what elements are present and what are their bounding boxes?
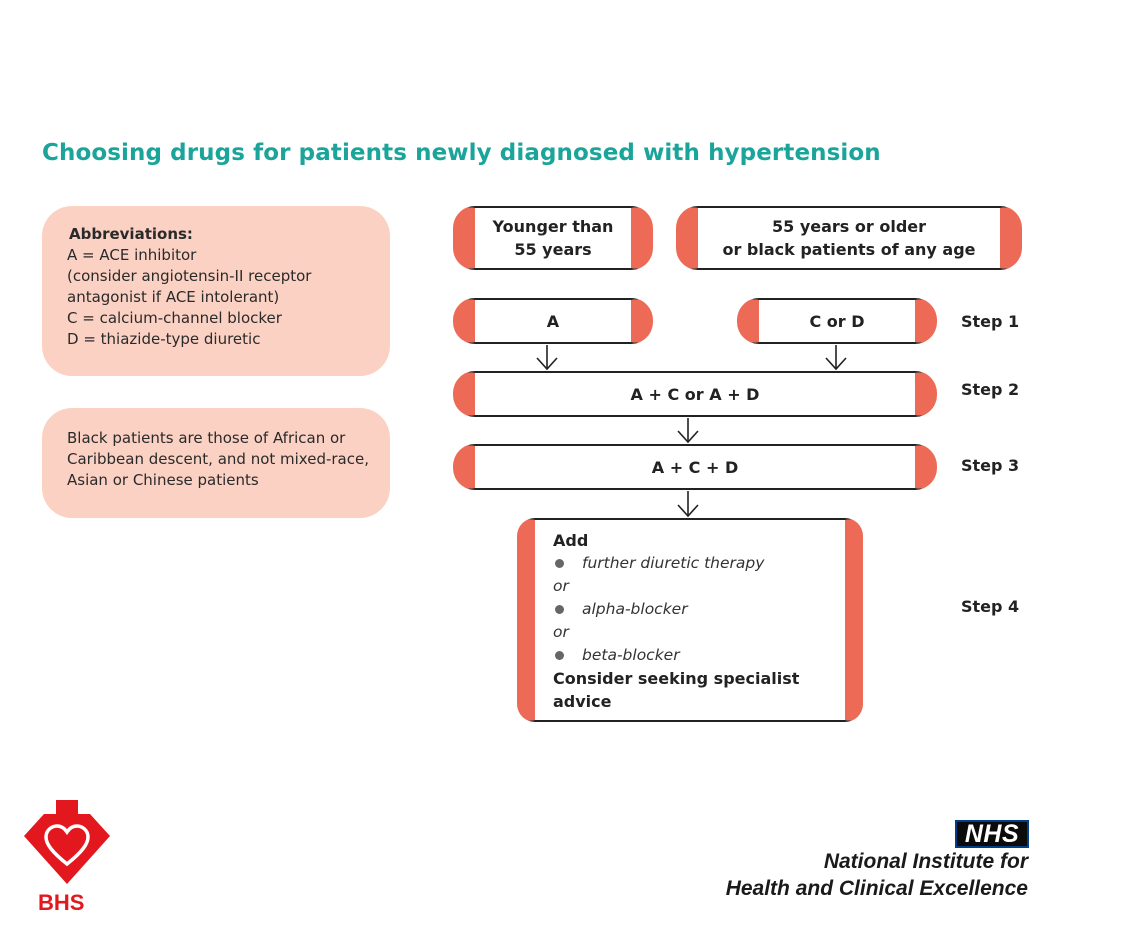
abbreviation-line: antagonist if ACE intolerant): [67, 288, 280, 306]
step4-option-text: further diuretic therapy: [582, 554, 765, 572]
abbreviation-line: C = calcium-channel blocker: [67, 309, 282, 327]
step4-add-label: Add: [553, 531, 589, 550]
age-group-older-line: or black patients of any age: [722, 240, 976, 259]
nice-name-line1: National Institute for: [823, 850, 1028, 873]
page-title: Choosing drugs for patients newly diagnosed with hypertension: [42, 140, 881, 166]
bhs-logo-text: BHS: [38, 890, 85, 915]
step1-young-text: A: [546, 311, 560, 331]
step3-text: A + C + D: [651, 457, 739, 477]
abbreviation-line: A = ACE inhibitor: [67, 246, 197, 264]
step1-label: Step 1: [961, 312, 1020, 331]
nhs-logo: NHS: [955, 820, 1029, 848]
step2-text: A + C or A + D: [630, 384, 760, 404]
step4-label: Step 4: [961, 597, 1020, 616]
age-group-older-line: 55 years or older: [771, 217, 927, 236]
step2-label: Step 2: [961, 380, 1020, 399]
black-patients-note: Black patients are those of African or Caribbean descent, and not mixed-race, Asian or Chinese patients: [42, 408, 390, 518]
age-group-younger-line: Younger than: [492, 217, 614, 236]
bhs-logo-icon: [22, 800, 112, 890]
arrow-down-icon: [537, 345, 557, 369]
step4-or-text: or: [553, 577, 569, 595]
arrow-down-icon: [678, 418, 698, 442]
step4-or-text: or: [553, 623, 569, 641]
abbreviation-line: D = thiazide-type diuretic: [67, 330, 261, 348]
step4-option-text: alpha-blocker: [582, 600, 688, 618]
step4-option-text: beta-blocker: [582, 646, 680, 664]
nice-name-line2: Health and Clinical Excellence: [725, 877, 1028, 900]
age-group-younger-line: 55 years: [514, 240, 592, 259]
step3-label: Step 3: [961, 456, 1020, 475]
abbreviations-heading: Abbreviations:: [69, 225, 193, 243]
step1-old-text: C or D: [809, 311, 865, 331]
step4-advice-text: Consider seeking specialist advice: [553, 669, 800, 711]
arrow-down-icon: [678, 491, 698, 516]
abbreviation-line: (consider angiotensin-II receptor: [67, 267, 312, 285]
arrow-down-icon: [826, 345, 846, 369]
